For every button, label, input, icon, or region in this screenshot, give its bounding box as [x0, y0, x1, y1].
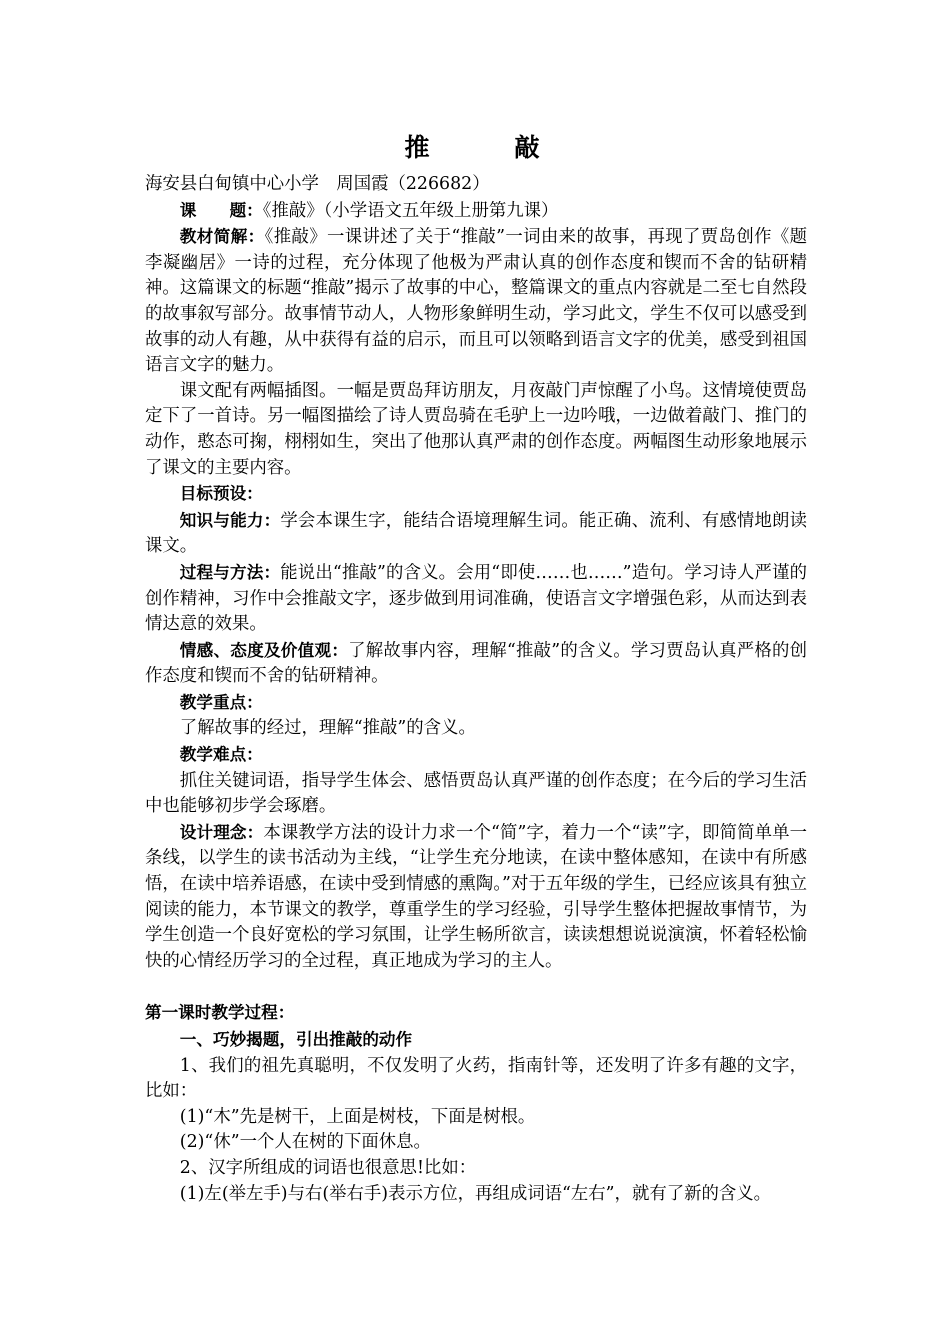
- document-title: 推 敲: [404, 133, 570, 162]
- document-body: [145, 172, 807, 1207]
- goal-text: 学会本课生字，能结合语境理解生词。能正确、流利、有感情地朗读课文。: [145, 510, 807, 557]
- goal-knowledge: [145, 508, 807, 560]
- lesson-heading: 第一课时教学过程：: [145, 1003, 295, 1023]
- concept-label: 设计理念：: [179, 822, 264, 842]
- goal-label: 知识与能力：: [179, 510, 281, 530]
- goal-process: [145, 560, 807, 638]
- intro-label: 教材简解：: [179, 227, 265, 247]
- concept-text: 本课教学方法的设计力求一个“简”字，着力一个“读”字，即简简单单一条线，以学生的读书活动为主线，“让学生充分地读，在读中整体感知，在读中有所感悟，在读中培养语感，在读中受到情感的熏陶。”对于五年级的学生，已经应该具有独立阅读的能力，本节课文的教学，尊重学生的学习经验，引导学生整体把握故事情节，为学生创造一个良好宽松的学习氛围，让学生畅所欲言，读读想想说说演演，怀着轻松愉快的心情经历学习的全过程，真正地成为学习的主人。: [145, 822, 807, 971]
- goals-heading: 目标预设：: [179, 484, 263, 504]
- list-item: (1)左(举左手)与右(举右手)表示方位，再组成词语“左右”，就有了新的含义。: [179, 1183, 772, 1204]
- concept-paragraph: [145, 820, 807, 975]
- goal-emotion: [145, 638, 807, 690]
- section1-heading: 一、巧妙揭题，引出推敲的动作: [179, 1030, 413, 1049]
- course-value: 《推敲》（小学语文五年级上册第九课）: [262, 200, 559, 221]
- author-line: 海安县白甸镇中心小学 周国霞（226682）: [145, 174, 490, 194]
- illustrations-paragraph: 课文配有两幅插图。一幅是贾岛拜访朋友，月夜敲门声惊醒了小鸟。这情境使贾岛定下了一首诗。另一幅图描绘了诗人贾岛骑在毛驴上一边吟哦，一边做着敲门、推门的动作，憨态可掬，栩栩如生，突出了他那认真严肃的创作态度。两幅图生动形象地展示了课文的主要内容。: [145, 380, 807, 478]
- key-point-text: 了解故事的经过，理解“推敲”的含义。: [179, 718, 476, 739]
- goal-label: 情感、态度及价值观：: [179, 640, 349, 660]
- goal-label: 过程与方法：: [179, 562, 281, 582]
- difficulty-heading: 教学难点：: [179, 745, 263, 765]
- course-label: 课 题：: [179, 200, 263, 220]
- intro-paragraph: [145, 224, 807, 379]
- list-item: 1、我们的祖先真聪明，不仅发明了火药，指南针等，还发明了许多有趣的文字，比如：: [145, 1055, 807, 1102]
- goal-text: 能说出“推敲”的含义。会用“即使……也……”造句。学习诗人严谨的创作精神，习作中会推敲文字，逐步做到用词准确，使语言文字增强色彩，从而达到表情达意的效果。: [145, 562, 807, 635]
- list-item: (2)“休”一个人在树的下面休息。: [179, 1132, 431, 1153]
- goal-text: 了解故事内容，理解“推敲”的含义。学习贾岛认真严格的创作态度和锲而不舍的钻研精神。: [145, 640, 807, 687]
- list-item: 2、汉字所组成的词语也很意思!比如：: [179, 1157, 477, 1178]
- difficulty-text: 抓住关键词语，指导学生体会、感悟贾岛认真严谨的创作态度；在今后的学习生活中也能够初步学会琢磨。: [145, 770, 807, 817]
- key-point-heading: 教学重点：: [179, 692, 263, 712]
- list-item: (1)“木”先是树干，上面是树枝，下面是树根。: [179, 1106, 536, 1127]
- course-line: [145, 198, 807, 225]
- section-gap: [145, 974, 807, 1000]
- intro-text: 《推敲》一课讲述了关于“推敲”一词由来的故事，再现了贾岛创作《题李凝幽居》一诗的过程，充分体现了他极为严肃认真的创作态度和锲而不舍的钻研精神。这篇课文的标题“推敲”揭示了故事的中心，整篇课文的重点内容就是二至七自然段的故事叙写部分。故事情节动人，人物形象鲜明生动，学习此文，学生不仅可以感受到故事的动人有趣，从中获得有益的启示，而且可以领略到语言文字的优美，感受到祖国语言文字的魅力。: [145, 227, 808, 376]
